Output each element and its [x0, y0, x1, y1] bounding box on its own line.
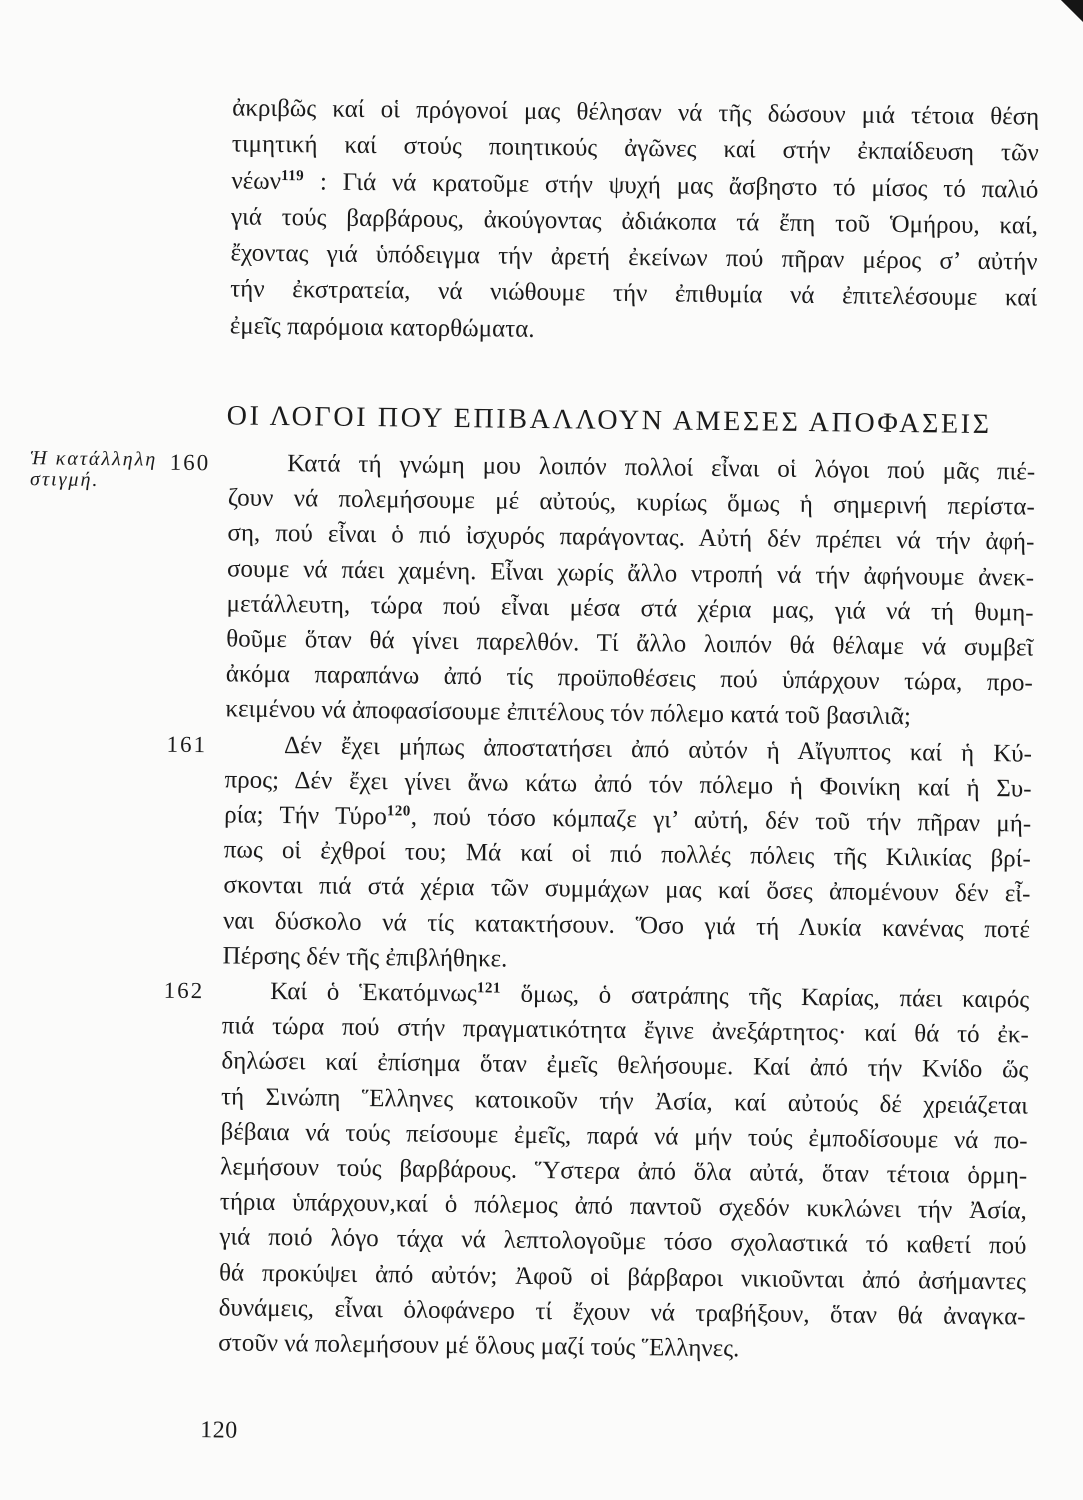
text-line: ση, πού εἶναι ὁ πιό ἰσχυρός παράγοντας. Αὐτή δέν πρέπει νά τήν ἀφή- — [227, 519, 1035, 556]
text-line: ἔχοντας γιά ὑπόδειγμα τήν ἀρετή ἐκείνων πού πῆραν μέρος σ’ αὐτήν — [230, 239, 1038, 276]
text-line: πιά τώρα πού στήν πραγματικότητα ἔγινε ἀνεξάρτητος· καί θά τό ἐκ- — [221, 1012, 1029, 1049]
section-paragraph — [166, 727, 1033, 983]
text-line: Κατά τή γνώμη μου λοιπόν πολλοί εἶναι οἱ λόγοι πού μᾶς πιέ- — [287, 450, 1036, 486]
text-line: θοῦμε ὅταν θά γίνει παρελθόν. Τί ἄλλο λοιπόν θά θέλαμε νά συμβεῖ — [226, 625, 1034, 662]
line-text: Καί ὁ Ἑκατόμνως — [270, 977, 478, 1008]
text-line: ναι δύσκολο νά τίς κατακτήσουν. Ὅσο γιά τή Λυκία κανένας ποτέ — [222, 907, 1031, 944]
line-text: ρία; Τήν Τύρο — [224, 801, 387, 831]
text-line: τιμητική καί στούς ποιητικούς ἀγῶνες καί στήν ἐκπαίδευση τῶν — [231, 130, 1039, 167]
text-line: ἀκόμα παραπάνω ἀπό τίς προϋποθέσεις πού ὑπάρχουν τώρα, προ- — [225, 660, 1033, 697]
margin-note-line: Ἡ κατάλληλη — [30, 447, 158, 471]
text-line: ἀκριβῶς καί οἱ πρόγονοί μας θέλησαν νά τῆς δώσουν μιά τέτοια θέση — [232, 94, 1040, 131]
text-line: Πέρσης δέν τῆς ἐπιβλήθηκε. — [222, 942, 508, 973]
text-line: βέβαια νά τούς πείσουμε ἐμεῖς, παρά νά μήν τούς ἐμποδίσουμε νά πο- — [220, 1118, 1028, 1155]
section-number: 160 — [169, 449, 211, 476]
text-line: δηλώσει καί ἐπίσημα ὅταν ἐμεῖς θελήσουμε. Καί ἀπό τήν Κνίδο ὥς — [221, 1047, 1029, 1084]
text-line: προς; Δέν ἔχει γίνει ἄνω κάτω ἀπό τόν πόλεμο ἡ Φοινίκη καί ἡ Συ- — [224, 766, 1032, 803]
line-text: : Γιά νά κρατοῦμε στήν ψυχή μας ἄσβηστο τό μίσος τό παλιό — [304, 167, 1039, 204]
section-heading: ΟΙ ΛΟΓΟΙ ΠΟΥ ΕΠΙΒΑΛΛΟΥΝ ΑΜΕΣΕΣ ΑΠΟΦΑΣΕΙΣ — [226, 400, 992, 441]
text-line: δυνάμεις, εἶναι ὁλοφάνερο τί ἔχουν νά τραβήξουν, ὅταν θά ἀναγκα- — [218, 1294, 1026, 1331]
text-line: σουμε νά πάει χαμένη. Εἶναι χωρίς ἄλλο ντροπή νά τήν ἀφήνουμε ἀνεκ- — [226, 555, 1035, 592]
line-text: ὅμως, ὁ σατράπης τῆς Καρίας, πάει καιρός — [500, 980, 1030, 1014]
text-line: ζουν νά πολεμήσουμε μέ αὐτούς, κυρίως ὅμως ἡ σημερινή περίστα- — [227, 484, 1035, 521]
footnote-ref: 121 — [476, 980, 502, 997]
section-number: 162 — [163, 977, 205, 1004]
text-line: τήν ἐκστρατεία, νά νιώθουμε τήν ἐπιθυμία νά ἐπιτελέσουμε καί — [230, 275, 1038, 313]
text-line: γιά ποιό λόγο τάχα νά λεπτολογοῦμε τόσο σχολαστικά τό καθετί πού — [219, 1223, 1027, 1261]
text-line: τή Σινώπη Ἕλληνες κατοικοῦν τήν Ἀσία, καί αὐτούς δέ χρειάζεται — [220, 1083, 1029, 1120]
text-line: λεμήσουν τούς βαρβάρους. Ὕστερα ἀπό ὅλα αὐτά, ὅταν τέτοια ὁρμη- — [220, 1153, 1028, 1190]
numbered-sections — [163, 445, 1036, 1369]
line-text: νέων — [231, 167, 282, 195]
margin-note-line: στιγμή. — [29, 468, 100, 491]
margin-note — [30, 448, 157, 491]
text-line: γιά τούς βαρβάρους, ἀκούγοντας ἀδιάκοπα τά ἔπη τοῦ Ὁμήρου, καί, — [230, 203, 1039, 240]
footnote-ref: 120 — [386, 803, 411, 820]
text-line: στοῦν νά πολεμήσουν μέ ὅλους μαζί τούς Ἕλληνες. — [218, 1329, 740, 1363]
text-line: Δέν ἔχει μήπως ἀποστατήσει ἀπό αὐτόν ἡ Αἴγυπτος καί ἡ Κύ- — [283, 731, 1033, 768]
footnote-ref: 119 — [280, 167, 305, 184]
section-paragraph — [169, 445, 1036, 736]
continuation-paragraph — [230, 90, 1040, 353]
text-line: τήρια ὑπάρχουν,καί ὁ πόλεμος ἀπό παντοῦ σχεδόν κυκλώνει τήν Ἀσία, — [219, 1188, 1027, 1225]
text-line: μετάλλευτη, τώρα πού εἶναι μέσα στά χέρια μας, γιά νά τή θυμη- — [226, 590, 1034, 627]
text-line: σκονται πιά στά χέρια τῶν συμμάχων μας καί ὅσες ἀπομένουν δέν εἶ- — [223, 871, 1031, 908]
text-line: θά προκύψει ἀπό αὐτόν; Ἀφοῦ οἱ βάρβαροι νικιοῦνται ἀπό ἀσήμαντες — [218, 1259, 1027, 1296]
text-line: πως οἱ ἐχθροί του; Μά καί οἱ πιό πολλές πόλεις τῆς Κιλικίας βρί- — [223, 836, 1031, 873]
page-number: 120 — [200, 1417, 238, 1444]
text-line: κειμένου νά ἀποφασίσουμε ἐπιτέλους τόν πόλεμο κατά τοῦ βασιλιᾶ; — [225, 695, 912, 731]
section-paragraph — [163, 973, 1030, 1369]
text-line: ἐμεῖς παρόμοια κατορθώματα. — [229, 312, 535, 343]
line-text: , πού τόσο κόμπαζε γι’ αὐτή, δέν τοῦ τήν πῆραν μή- — [410, 803, 1032, 838]
section-number: 161 — [166, 731, 208, 757]
